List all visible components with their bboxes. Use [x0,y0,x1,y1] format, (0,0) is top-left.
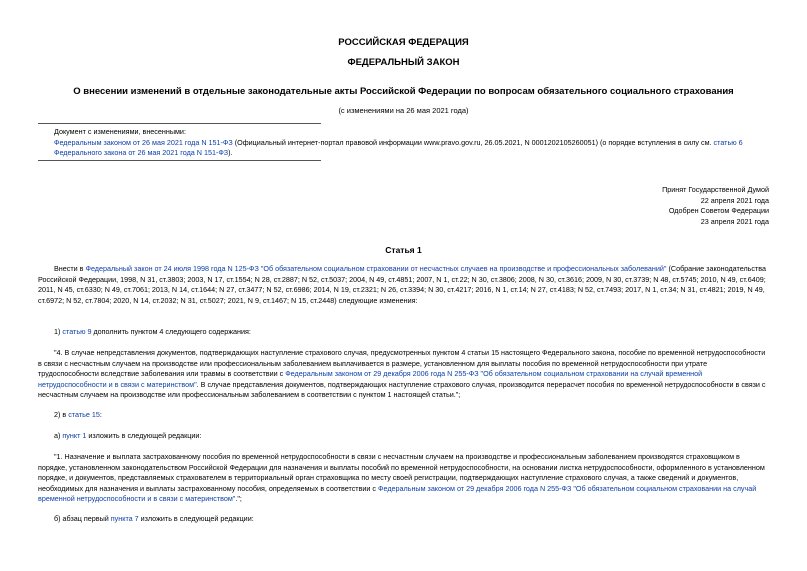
quote1-text-a: "4. В случае непредставления документов, подтверждающих наступление страхового случая, предусмотренных пунктом 4 статьи 15 настоящего Федерального закона, пособие по временной нетрудоспособности в связи с несчастным случаем на производстве или профессиональным заболеванием выплачивается в размере, установленном для выплаты пособия по временной нетрудоспособности при утрате трудоспособности вследствие заболевания или травмы в соответствии с [38,348,766,379]
item-2b [54,514,769,525]
para1-text-b: (Собрание законодательства Российской Федерации, 1998, N 31, ст.3803; 2003, N 17, ст.1554; N 28, ст.2887; N 52, ст.5037; 2004, N 49, ст.4851; 2007, N 1, ст.22; N 30, ст.3806; 2008, N 30, ст.3616; 2009, N 30, ст.3739; N 48, ст.5745; 2010, N 49, ст.6409; 2011, N 45, ст.6330; N 49, ст.7061; 2013, N 14, ст.1644; N 27, ст.3477; N 52, ст.6986; 2014, N 19, ст.2321; N 26, ст.3394; N 30, ст.4217; 2016, N 1, ст.14; N 27, ст.4183; N 52, ст.7493; 2017, N 1, ст.34; N 31, ст.4821; 2019, N 49, ст.6972; N 52, ст.7804; 2020, N 14, ст.2032; N 31, ст.5027; 2021, N 9, ст.1467; N 15, ст.2448) следующие изменения: [38,264,767,305]
item2b-text-a: б) абзац первый [54,514,111,523]
article-title: Статья 1 [385,245,422,255]
link-point-7[interactable]: пункта 7 [110,514,139,523]
link-law-125fz[interactable]: Федеральный закон от 24 июля 1998 года N 125-ФЗ "Об обязательном социальном страховании от несчастных случаев на производстве и профессиональных заболеваний" [85,264,667,273]
link-point-1[interactable]: пункт 1 [62,431,87,440]
item1-text-b: дополнить пунктом 4 следующего содержания: [91,327,251,336]
quote-1 [38,348,769,401]
link-article-15[interactable]: статье 15 [68,410,100,419]
changes-source-text: (Официальный интернет-портал правовой информации www.pravo.gov.ru, 26.05.2021, N 0001202105260051) (о порядке вступления в силу см. [232,137,714,147]
link-article-9[interactable]: статью 9 [62,327,92,336]
country-heading: РОССИЙСКАЯ ФЕДЕРАЦИЯ [338,37,469,48]
quote2-text-a: "1. Назначение и выплата застрахованному пособия по временной нетрудоспособности в связи с несчастным случаем на производстве и профессиональным заболеванием производятся страховщиком в порядке, установленном законодательством Российской Федерации для назначения и выплаты пособий по временной нетрудоспособности, на основании листка нетрудоспособности, оформленного в установленном порядке, и документов, представляемых страхователем в территориальный орган страховщика по месту своей регистрации, подтверждающих наступление страхового случая, а также сведений и документов, необходимых для назначения и выплаты застрахованному пособия, определяемых в соответствии с [38,452,765,493]
adoption-block [662,185,769,227]
para1-text-a: Внести в [54,264,86,273]
item2b-text-b: изложить в следующей редакции: [138,514,254,523]
paragraph-intro [38,264,769,306]
changes-end-text: ). [228,148,233,158]
quote-2 [38,452,769,505]
adopted-duma: Принят Государственной Думой [662,185,769,194]
changes-block [54,127,769,159]
doc-type-heading: ФЕДЕРАЛЬНЫЙ ЗАКОН [347,57,460,68]
item2-text-b: : [99,410,102,419]
quote1-text-b: . В случае представления документов, подтверждающих наступление страхового случая, производится перерасчет пособия по временной нетрудоспособности в связи с несчастным случаем на производстве или профессиональным заболеванием в соответствии с пунктом 1 настоящей статьи."; [38,379,766,400]
item2a-text-a: а) [54,431,63,440]
top-divider [38,123,321,124]
approved-council: Одобрен Советом Федерации [668,206,769,216]
approved-council-date: 23 апреля 2021 года [700,216,769,226]
law-title: О внесении изменений в отдельные законодательные акты Российской Федерации по вопросам обязательного социального страхования [73,86,734,97]
item2a-text-b: изложить в следующей редакции: [86,431,202,440]
link-law-255fz-2[interactable]: Федеральным законом от 29 декабря 2006 года N 255-ФЗ "Об обязательном социальном страховании на случай временной нетрудоспособности и в связи с материнством" [38,483,757,504]
bottom-divider [38,160,321,161]
changes-list [54,138,769,159]
item1-text-a: 1) [54,327,63,336]
link-law-255fz-1[interactable]: Федеральным законом от 29 декабря 2006 года N 255-ФЗ "Об обязательном социальном страховании на случай временной нетрудоспособности и в связи с материнством" [38,369,703,389]
adopted-duma-date: 22 апреля 2021 года [700,195,769,205]
item-2 [54,410,769,421]
item2-text-a: 2) в [54,410,69,419]
item-1 [54,327,769,338]
changes-note: (с изменениями на 26 мая 2021 года) [338,106,469,115]
quote2-text-b: ."; [235,494,242,504]
link-law-151fz[interactable]: Федеральным законом от 26 мая 2021 года N 151-ФЗ [54,137,233,147]
changes-intro: Документ с изменениями, внесенными: [54,127,186,136]
item-2a [54,431,769,442]
link-article-6[interactable]: статью 6 Федерального закона от 26 мая 2021 года N 151-ФЗ [54,137,743,158]
